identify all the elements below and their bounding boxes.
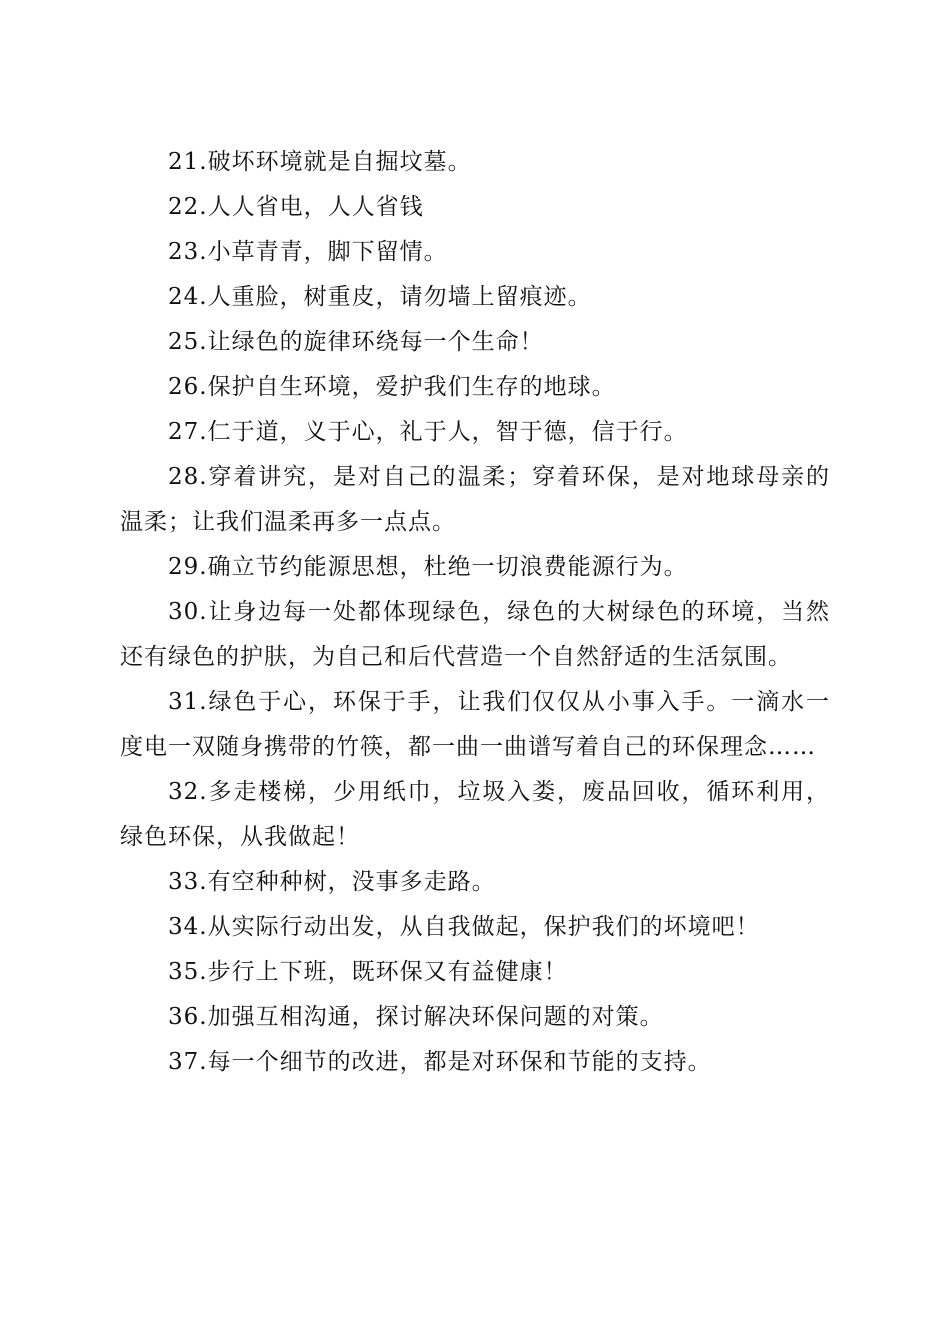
paragraph-26: 26.保护自生环境，爱护我们生存的地球。 [168,374,616,400]
document-body [120,140,830,1085]
paragraph-23: 23.小草青青，脚下留情。 [168,239,448,265]
paragraph-29: 29.确立节约能源思想，杜绝一切浪费能源行为。 [168,554,688,580]
paragraph-33: 33.有空种种树，没事多走路。 [168,869,496,895]
paragraph-28: 28.穿着讲究，是对自己的温柔；穿着环保，是对地球母亲的温柔；让我们温柔再多一点点。 [120,464,830,535]
paragraph-27: 27.仁于道，义于心，礼于人，智于德，信于行。 [168,419,688,445]
paragraph-24: 24.人重脸，树重皮，请勿墙上留痕迹。 [168,284,592,310]
paragraph-21: 21.破坏环境就是自掘坟墓。 [168,149,472,175]
paragraph-32: 32.多走楼梯，少用纸巾，垃圾入娄，废品回收，循环利用，绿色环保，从我做起！ [120,779,830,850]
paragraph-30: 30.让身边每一处都体现绿色，绿色的大树绿色的环境，当然还有绿色的护肤，为自己和后代营造一个自然舒适的生活氛围。 [120,599,830,670]
paragraph-37: 37.每一个细节的改进，都是对环保和节能的支持。 [168,1049,712,1075]
paragraph-36: 36.加强互相沟通，探讨解决环保问题的对策。 [168,1004,664,1030]
paragraph-34: 34.从实际行动出发，从自我做起，保护我们的坏境吧！ [168,914,760,940]
paragraph-31: 31.绿色于心，环保于手，让我们仅仅从小事入手。一滴水一度电一双随身携带的竹筷，都一曲一曲谱写着自己的环保理念…… [120,689,830,760]
paragraph-25: 25.让绿色的旋律环绕每一个生命！ [168,329,544,355]
paragraph-22: 22.人人省电，人人省钱 [168,194,424,220]
paragraph-35: 35.步行上下班，既环保又有益健康！ [168,959,568,985]
